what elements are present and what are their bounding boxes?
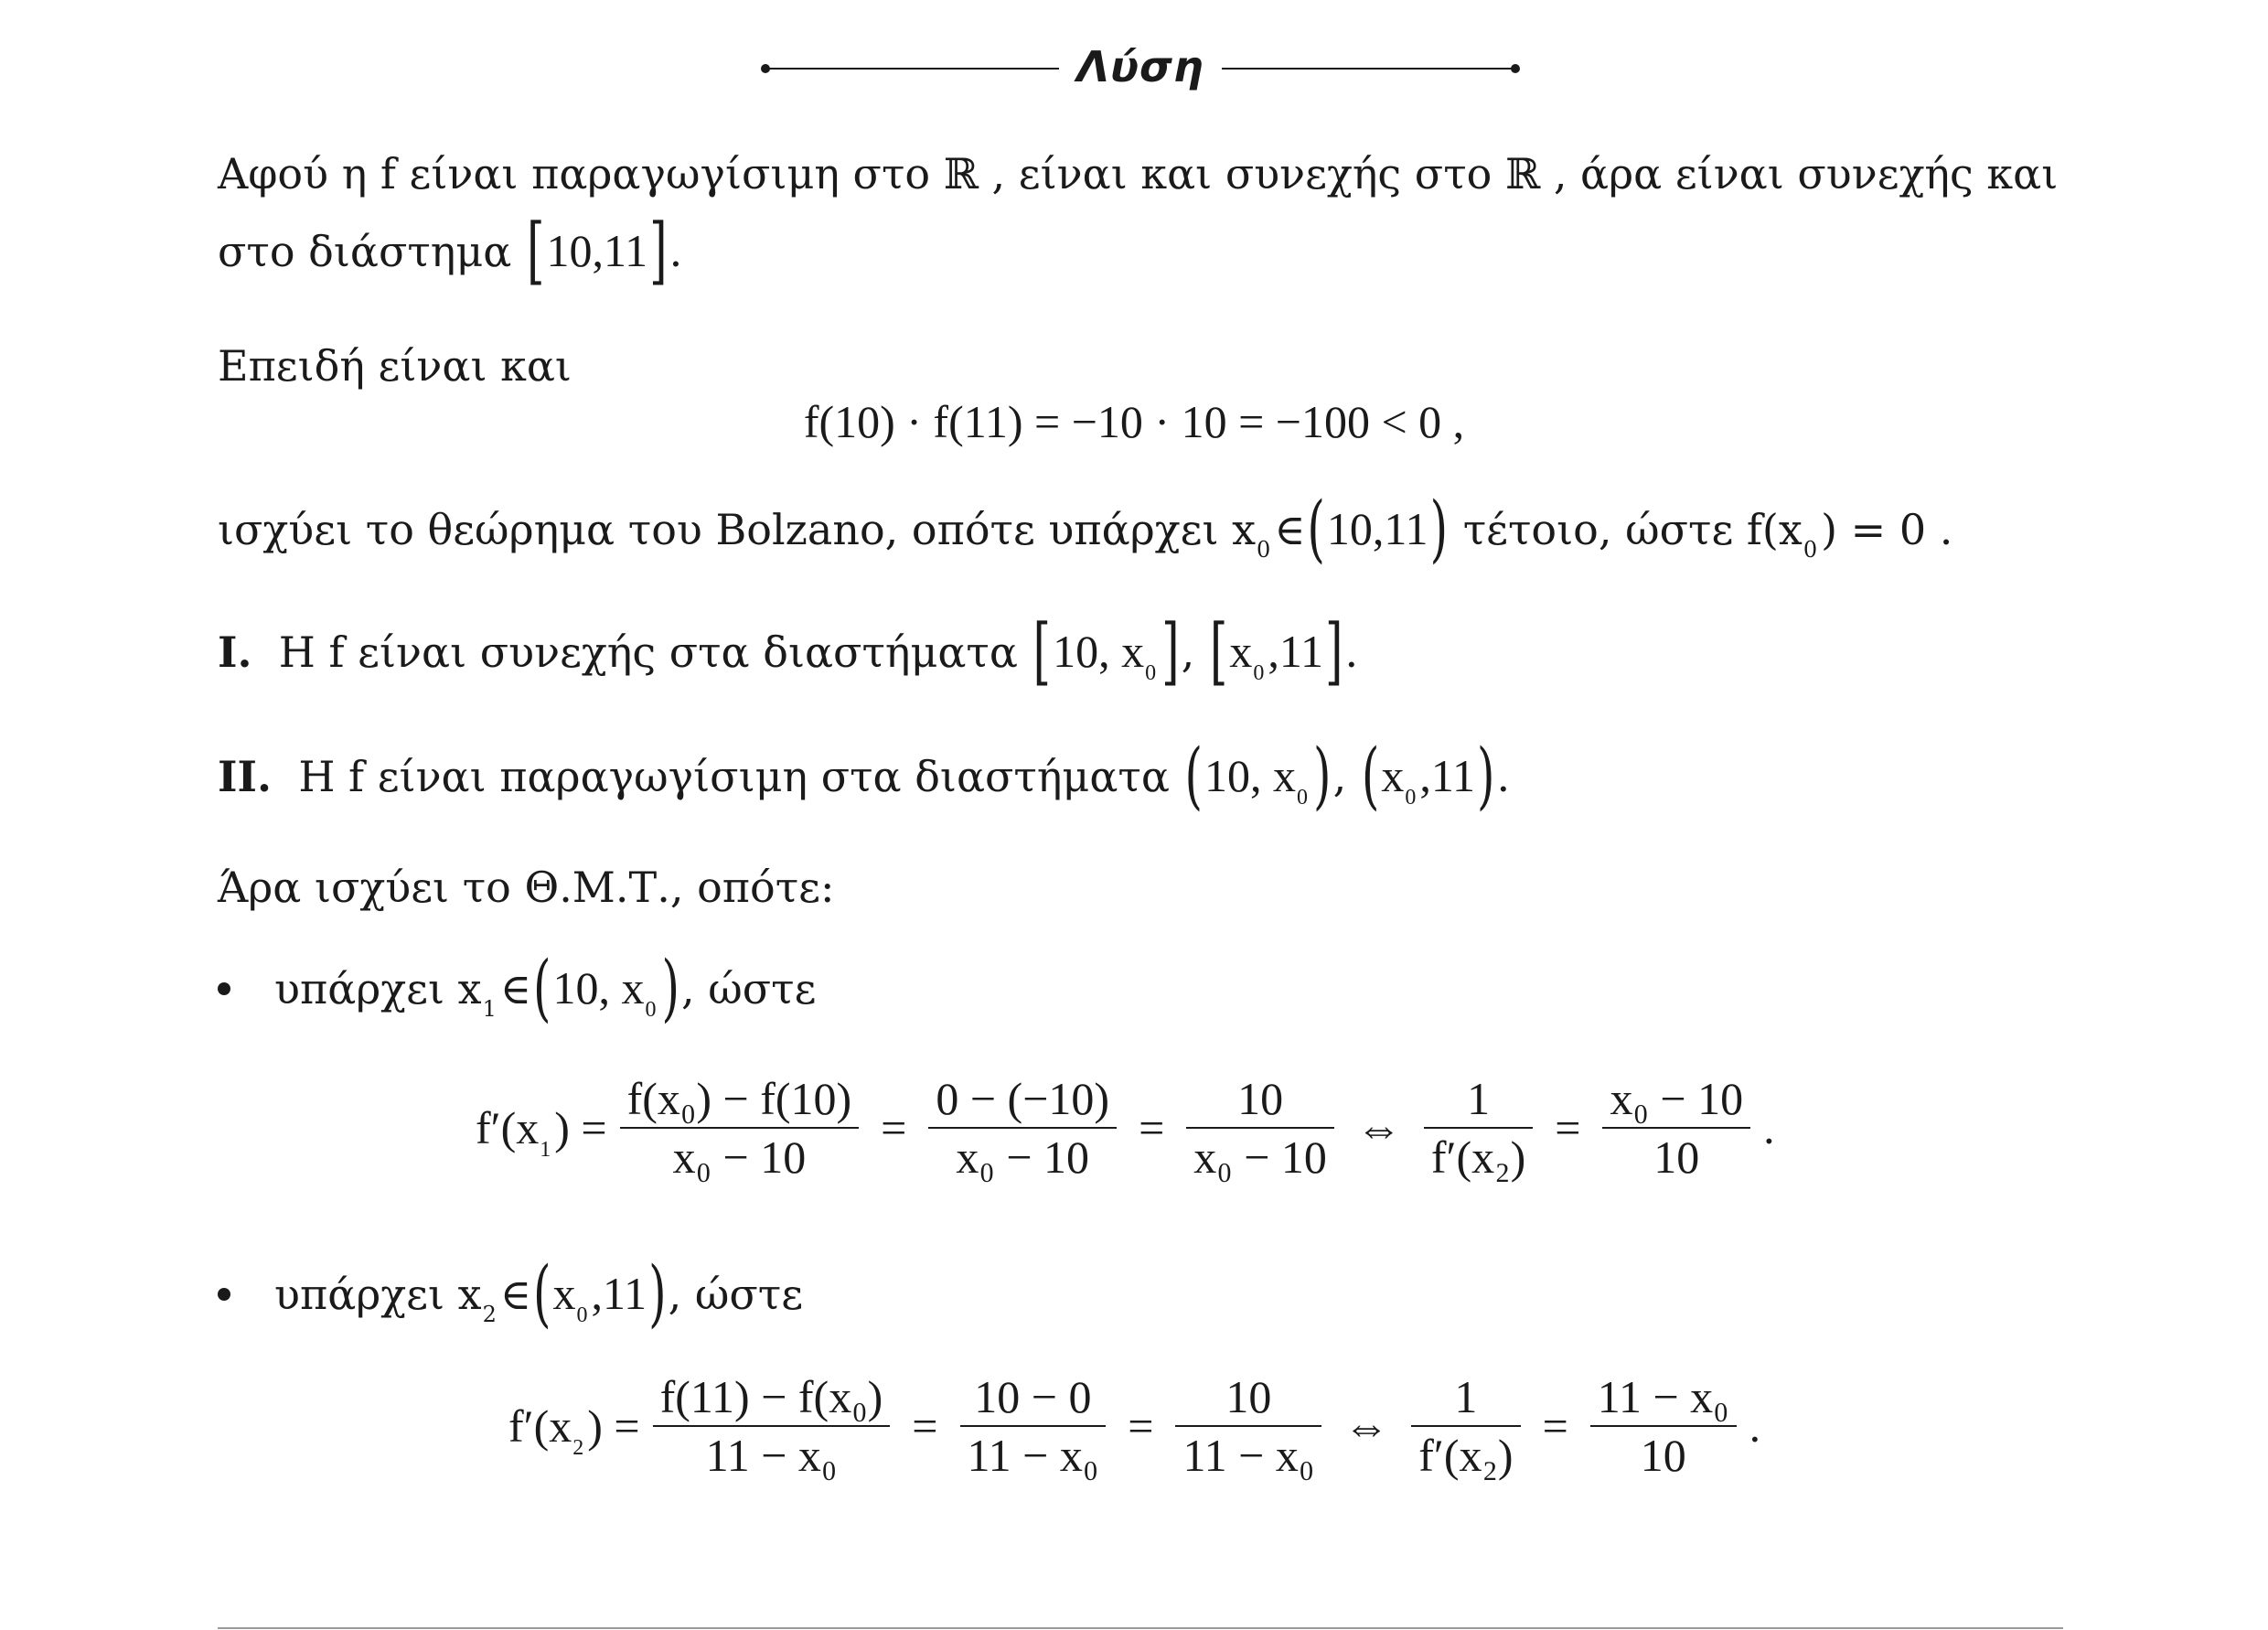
eq1-fraction-2 (928, 1070, 1117, 1185)
item-1 (218, 608, 1359, 694)
subscript: 2 (572, 1436, 584, 1460)
numerator: 1 (1467, 1073, 1491, 1124)
interval-value: x (552, 1268, 576, 1319)
item-1-label: I. (218, 627, 252, 677)
eq1-fraction-5 (1602, 1070, 1750, 1185)
interval-value: ,11 (1419, 750, 1475, 801)
denominator: x₀ − 10 (672, 1131, 807, 1183)
period: . (1749, 1400, 1761, 1452)
item-2-text: Η f είναι παραγωγίσιμη στα διαστήματα (298, 752, 1170, 801)
equation-1 (476, 1070, 1775, 1185)
denominator: 11 − x₀ (1182, 1430, 1315, 1481)
element-of-symbol: ∈ (499, 964, 531, 1013)
eq1-lhs-text: f′(x (476, 1102, 540, 1153)
bullet-2-marker (218, 1288, 230, 1301)
header-dot-right (1511, 64, 1520, 73)
subscript: 0 (1297, 786, 1309, 810)
eq1-fraction-3 (1186, 1070, 1334, 1185)
bullet-1-pre: υπάρχει x (274, 964, 482, 1013)
eq2-fraction-3 (1175, 1368, 1321, 1484)
paragraph-1-line-1: Αφού η f είναι παραγωγίσιμη στο ℝ , είναι και συνεχής στο ℝ , άρα είναι συνεχής και (218, 149, 2059, 198)
numerator: 11 − x₀ (1597, 1371, 1729, 1422)
equation-2 (508, 1368, 1760, 1484)
subscript: 0 (1145, 661, 1157, 685)
eq2-fraction-1 (653, 1368, 891, 1484)
period: . (1344, 627, 1359, 677)
subscript: 0 (1253, 661, 1265, 685)
subscript: 0 (1405, 786, 1417, 810)
interval-value: 10, x (1204, 750, 1297, 801)
interval-open: $(x_0,11)$ (532, 1250, 667, 1336)
denominator: 11 − x₀ (967, 1430, 1099, 1481)
equals-sign: = (1542, 1400, 1568, 1452)
eq1-fraction-4 (1424, 1070, 1533, 1185)
denominator: f′(x₂) (1430, 1131, 1526, 1183)
interval-value: ,11 (591, 1268, 647, 1319)
bullet-1-text (274, 945, 817, 1031)
numerator: f(x₀) − f(10) (626, 1073, 852, 1124)
subscript: 2 (482, 1302, 497, 1327)
bullet-1-post: , ώστε (680, 964, 817, 1013)
equals-sign: = (1139, 1102, 1165, 1153)
section-header (765, 40, 1516, 95)
numerator: 10 − 0 (974, 1371, 1092, 1422)
interval-value: ,11 (1268, 626, 1323, 677)
interval-value: 10,11 (1326, 503, 1428, 554)
numerator: f(11) − f(x₀) (659, 1371, 883, 1422)
bullet-2-pre: υπάρχει x (274, 1270, 482, 1319)
item-2 (218, 733, 1511, 819)
bullet-2-post: , ώστε (668, 1270, 804, 1319)
eq2-fraction-4 (1411, 1368, 1520, 1484)
interval-value: 10,11 (546, 225, 648, 276)
interval-2: $[x_0,11]$ (1209, 608, 1343, 694)
interval-1: (10, $x_0$ ) (1184, 733, 1332, 819)
equals-sign: = (912, 1400, 938, 1452)
eq1-lhs-end: ) = (554, 1102, 607, 1153)
numerator: 10 (1237, 1073, 1284, 1124)
subscript: 1 (482, 996, 497, 1022)
iff-symbol: ⇔ (1343, 1400, 1390, 1452)
separator: , (1181, 627, 1195, 677)
interval-closed: [10,11] (526, 208, 668, 294)
header-rule-right (1222, 68, 1516, 70)
paragraph-4: Άρα ισχύει το Θ.Μ.Τ., οπότε: (218, 863, 835, 912)
denominator: 10 (1640, 1430, 1686, 1481)
eq1-lhs (476, 1101, 607, 1162)
period: . (1763, 1102, 1775, 1153)
eq2-fraction-5 (1590, 1368, 1737, 1484)
bullet-1-marker (218, 982, 230, 995)
numerator: 0 − (−10) (936, 1073, 1110, 1124)
subscript: 0 (645, 998, 657, 1022)
denominator: 10 (1653, 1131, 1700, 1183)
interval-2: $(x_0,11)$ (1361, 733, 1495, 819)
paragraph-1-text: στο διάστημα (218, 227, 512, 276)
bolzano-formula: f(10) · f(11) = −10 · 10 = −100 < 0 , (803, 396, 1465, 447)
interval-open: (10,11) (1307, 486, 1449, 572)
paragraph-3-mid: τέτοιο, ώστε f(x (1462, 505, 1803, 554)
paragraph-3-pre: ισχύει το θεώρημα του Bolzano, οπότε υπάρχει x (218, 505, 1257, 554)
interval-value: x (1381, 750, 1405, 801)
equals-sign: = (1555, 1102, 1581, 1153)
interval-value: 10, x (1053, 626, 1145, 677)
iff-symbol: ⇔ (1355, 1102, 1402, 1153)
separator: , (1332, 752, 1347, 801)
subscript: 0 (576, 1303, 588, 1327)
item-1-text: Η f είναι συνεχής στα διαστήματα (278, 627, 1018, 677)
interval-1: [10, $x_0$ ] (1032, 608, 1180, 694)
equals-sign: = (1128, 1400, 1154, 1452)
numerator: 1 (1454, 1371, 1478, 1422)
footer-divider (218, 1627, 2063, 1629)
interval-value: x (1229, 626, 1253, 677)
element-of-symbol: ∈ (499, 1270, 531, 1319)
eq2-lhs-end: ) = (587, 1400, 640, 1452)
equals-sign: = (881, 1102, 907, 1153)
paragraph-2-text: Επειδή είναι και (218, 341, 572, 391)
section-title: Λύση (1076, 42, 1204, 91)
bullet-2-text (274, 1250, 804, 1336)
interval-value: 10, x (552, 962, 645, 1013)
denominator: x₀ − 10 (956, 1131, 1090, 1183)
numerator: x₀ − 10 (1610, 1073, 1744, 1124)
subscript: 0 (1803, 537, 1818, 563)
paragraph-1-line-2 (218, 208, 683, 294)
eq2-lhs-text: f′(x (508, 1400, 572, 1452)
subscript: 0 (1257, 537, 1271, 563)
subscript: 1 (540, 1138, 551, 1162)
paragraph-3 (218, 486, 1953, 572)
numerator: 10 (1225, 1371, 1272, 1422)
period: . (669, 227, 683, 276)
period: . (1496, 752, 1511, 801)
paragraph-3-end: ) = 0 . (1821, 505, 1953, 554)
denominator: x₀ − 10 (1193, 1131, 1327, 1183)
interval-open: (10, $x_0$ ) (532, 945, 679, 1031)
element-of-symbol: ∈ (1274, 505, 1306, 554)
eq2-lhs (508, 1399, 640, 1460)
eq1-fraction-1 (620, 1070, 860, 1185)
eq2-fraction-2 (960, 1368, 1107, 1484)
item-2-label: II. (218, 752, 273, 801)
denominator: f′(x₂) (1418, 1430, 1514, 1481)
denominator: 11 − x₀ (705, 1430, 838, 1481)
